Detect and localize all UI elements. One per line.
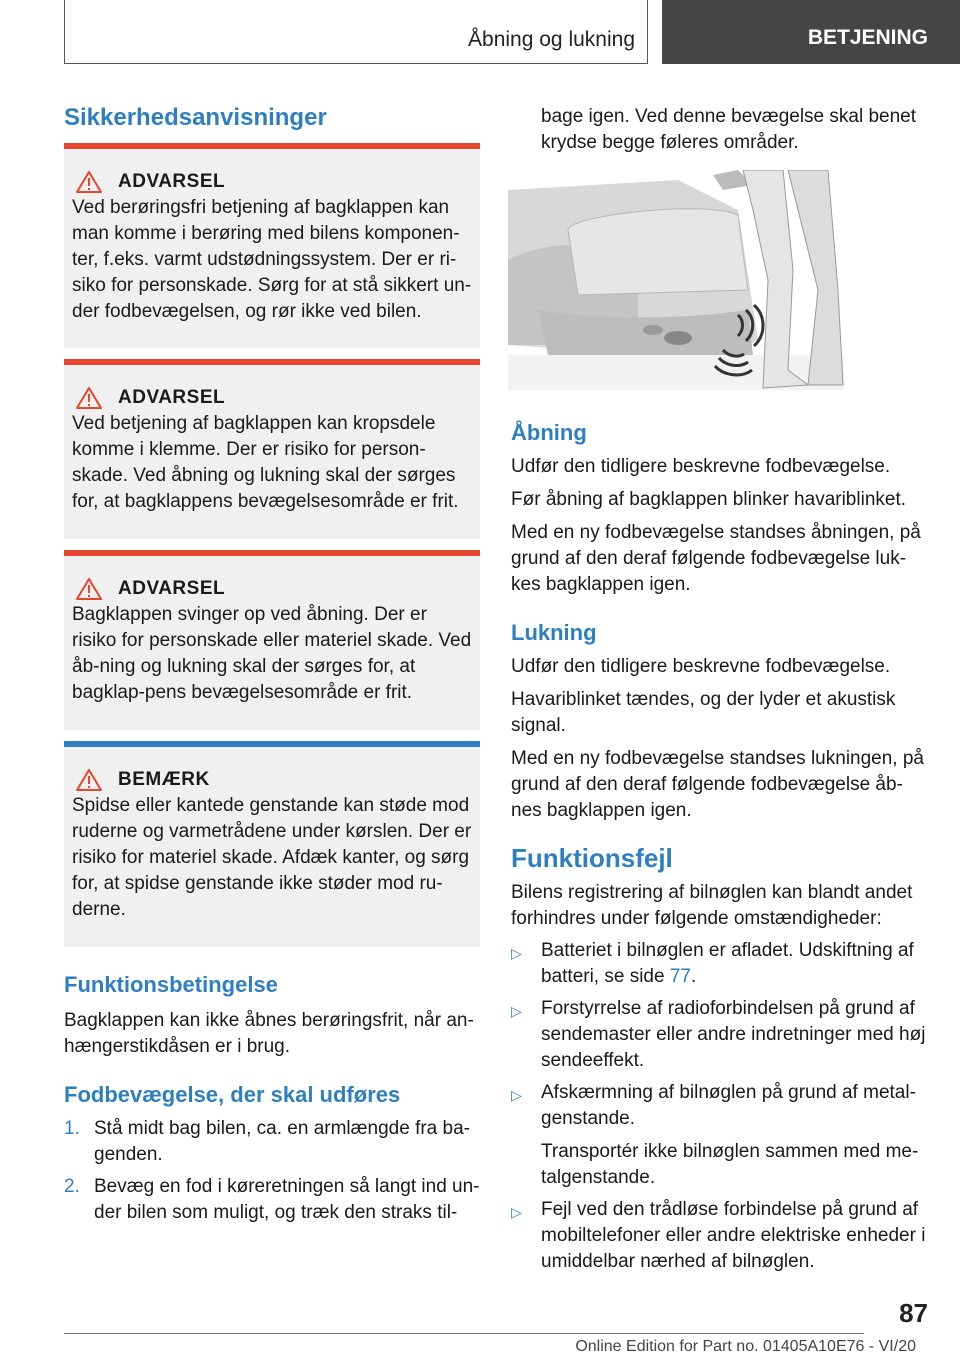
warning-title: ADVARSEL: [118, 387, 226, 408]
page-number: 87: [899, 1298, 928, 1328]
fault-bullet-list: [511, 938, 931, 1281]
opening-section: [511, 454, 931, 605]
closing-section: [511, 654, 931, 831]
tailgate-foot-illustration: [508, 170, 844, 390]
header-section-title: Åbning og lukning: [468, 28, 635, 51]
opening-para: Med en ny fodbevægelse standses åbningen, på grund af den deraf følgende fodbevægelse luk-kes bagklappen igen.: [511, 522, 921, 595]
warning-triangle-icon: [76, 171, 102, 193]
bullet-subtext: Transportér ikke bilnøglen sammen med me-talgenstande.: [541, 1141, 919, 1188]
fault-intro: Bilens registrering af bilnøglen kan blandt andet forhindres under følgende omstændigheder:: [511, 882, 913, 929]
note-text: Spidse eller kantede genstande kan støde mod ruderne og varmetrådene under kørslen. Der er risiko for materiel skade. Afdæk kanter, og sørg for, at spidse genstande ikke støder mod ru-derne.: [72, 795, 472, 920]
steps-list: [64, 1116, 480, 1226]
bullet-triangle-icon: ▷: [511, 945, 522, 961]
warning-triangle-icon: [76, 578, 102, 600]
bullet-triangle-icon: ▷: [511, 1204, 522, 1220]
bullet-item: [511, 1197, 931, 1275]
bullet-triangle-icon: ▷: [511, 1003, 522, 1019]
warning-title: ADVARSEL: [118, 578, 226, 599]
bullet-item: [511, 996, 931, 1074]
warning-box-3: [64, 550, 480, 730]
step-text: Bevæg en fod i køreretningen så langt ind un-der bilen som muligt, og træk den straks til-: [94, 1176, 480, 1223]
conditions-heading: Funktionsbetingelse: [64, 972, 278, 997]
closing-para: Med en ny fodbevægelse standses lukningen, på grund af den deraf følgende fodbevægelse åb-nes bagklappen igen.: [511, 748, 924, 821]
fault-heading: Funktionsfejl: [511, 843, 673, 873]
conditions-text: Bagklappen kan ikke åbnes berøringsfrit, når an-hængerstikdåsen er i brug.: [64, 1010, 474, 1057]
note-box: [64, 741, 480, 947]
footer-divider: [64, 1333, 864, 1334]
closing-para: Udfør den tidligere beskrevne fodbevægelse.: [511, 656, 891, 677]
opening-heading: Åbning: [511, 420, 587, 445]
note-triangle-icon: [76, 769, 102, 791]
edition-footer: Online Edition for Part no. 01405A10E76 - VI/20: [575, 1338, 916, 1355]
step-item: [64, 1116, 480, 1168]
warning-title: ADVARSEL: [118, 171, 226, 192]
bullet-text: Fejl ved den trådløse forbindelse på grund af mobiltelefoner eller andre elektriske enheder i umiddelbar nærhed af bilnøglen.: [541, 1199, 926, 1272]
warning-text: Bagklappen svinger op ved åbning. Der er risiko for personskade eller materiel skade. Ved åb-ning og lukning skal der sørges for, at bagklap-pens bevægelsesområde er frit.: [72, 604, 472, 703]
closing-para: Havariblinket tændes, og der lyder et akustisk signal.: [511, 689, 896, 736]
warning-text: Ved berøringsfri betjening af bagklappen kan man komme i berøring med bilens komponen-ter, f.eks. varmt udstødningssystem. Der er ri-siko for personskade. Sørg for at stå sikkert un-der fodbevægelsen, og rør ikke ved bilen.: [72, 197, 472, 322]
note-title: BEMÆRK: [118, 769, 210, 790]
safety-heading: Sikkerhedsanvisninger: [64, 104, 327, 131]
warning-box-1: [64, 143, 480, 348]
closing-heading: Lukning: [511, 620, 597, 645]
page-link[interactable]: 77: [669, 966, 691, 987]
warning-box-2: [64, 359, 480, 539]
chapter-tab-label: BETJENING: [807, 26, 928, 49]
bullet-text: Batteriet i bilnøglen er afladet. Udskiftning af batteri, se side 77.: [541, 940, 914, 987]
movement-heading: Fodbevægelse, der skal udføres: [64, 1082, 401, 1107]
opening-para: Før åbning af bagklappen blinker havariblinket.: [511, 489, 907, 510]
step-number: 2.: [64, 1176, 80, 1197]
bullet-item: [511, 938, 931, 990]
step-continuation: bage igen. Ved denne bevægelse skal benet krydse begge føleres områder.: [541, 106, 917, 153]
warning-triangle-icon: [76, 387, 102, 409]
opening-para: Udfør den tidligere beskrevne fodbevægelse.: [511, 456, 891, 477]
step-number: 1.: [64, 1118, 80, 1139]
bullet-text: Afskærmning af bilnøglen på grund af metal-genstande. Transportér ikke bilnøglen sammen med me-talgenstande.: [541, 1080, 931, 1191]
bullet-item: [511, 1080, 931, 1191]
step-item: [64, 1174, 480, 1226]
chapter-tab[interactable]: [662, 0, 960, 64]
step-text: Stå midt bag bilen, ca. en armlængde fra ba-genden.: [94, 1118, 470, 1165]
bullet-triangle-icon: ▷: [511, 1087, 522, 1103]
warning-text: Ved betjening af bagklappen kan kropsdele komme i klemme. Der er risiko for person-skade. Ved åbning og lukning skal der sørges for, at bagklappens bevægelsesområde er frit.: [72, 413, 459, 512]
bullet-text: Forstyrrelse af radioforbindelsen på grund af sendemaster eller andre indretninger med høj sendeeffekt.: [541, 998, 926, 1071]
